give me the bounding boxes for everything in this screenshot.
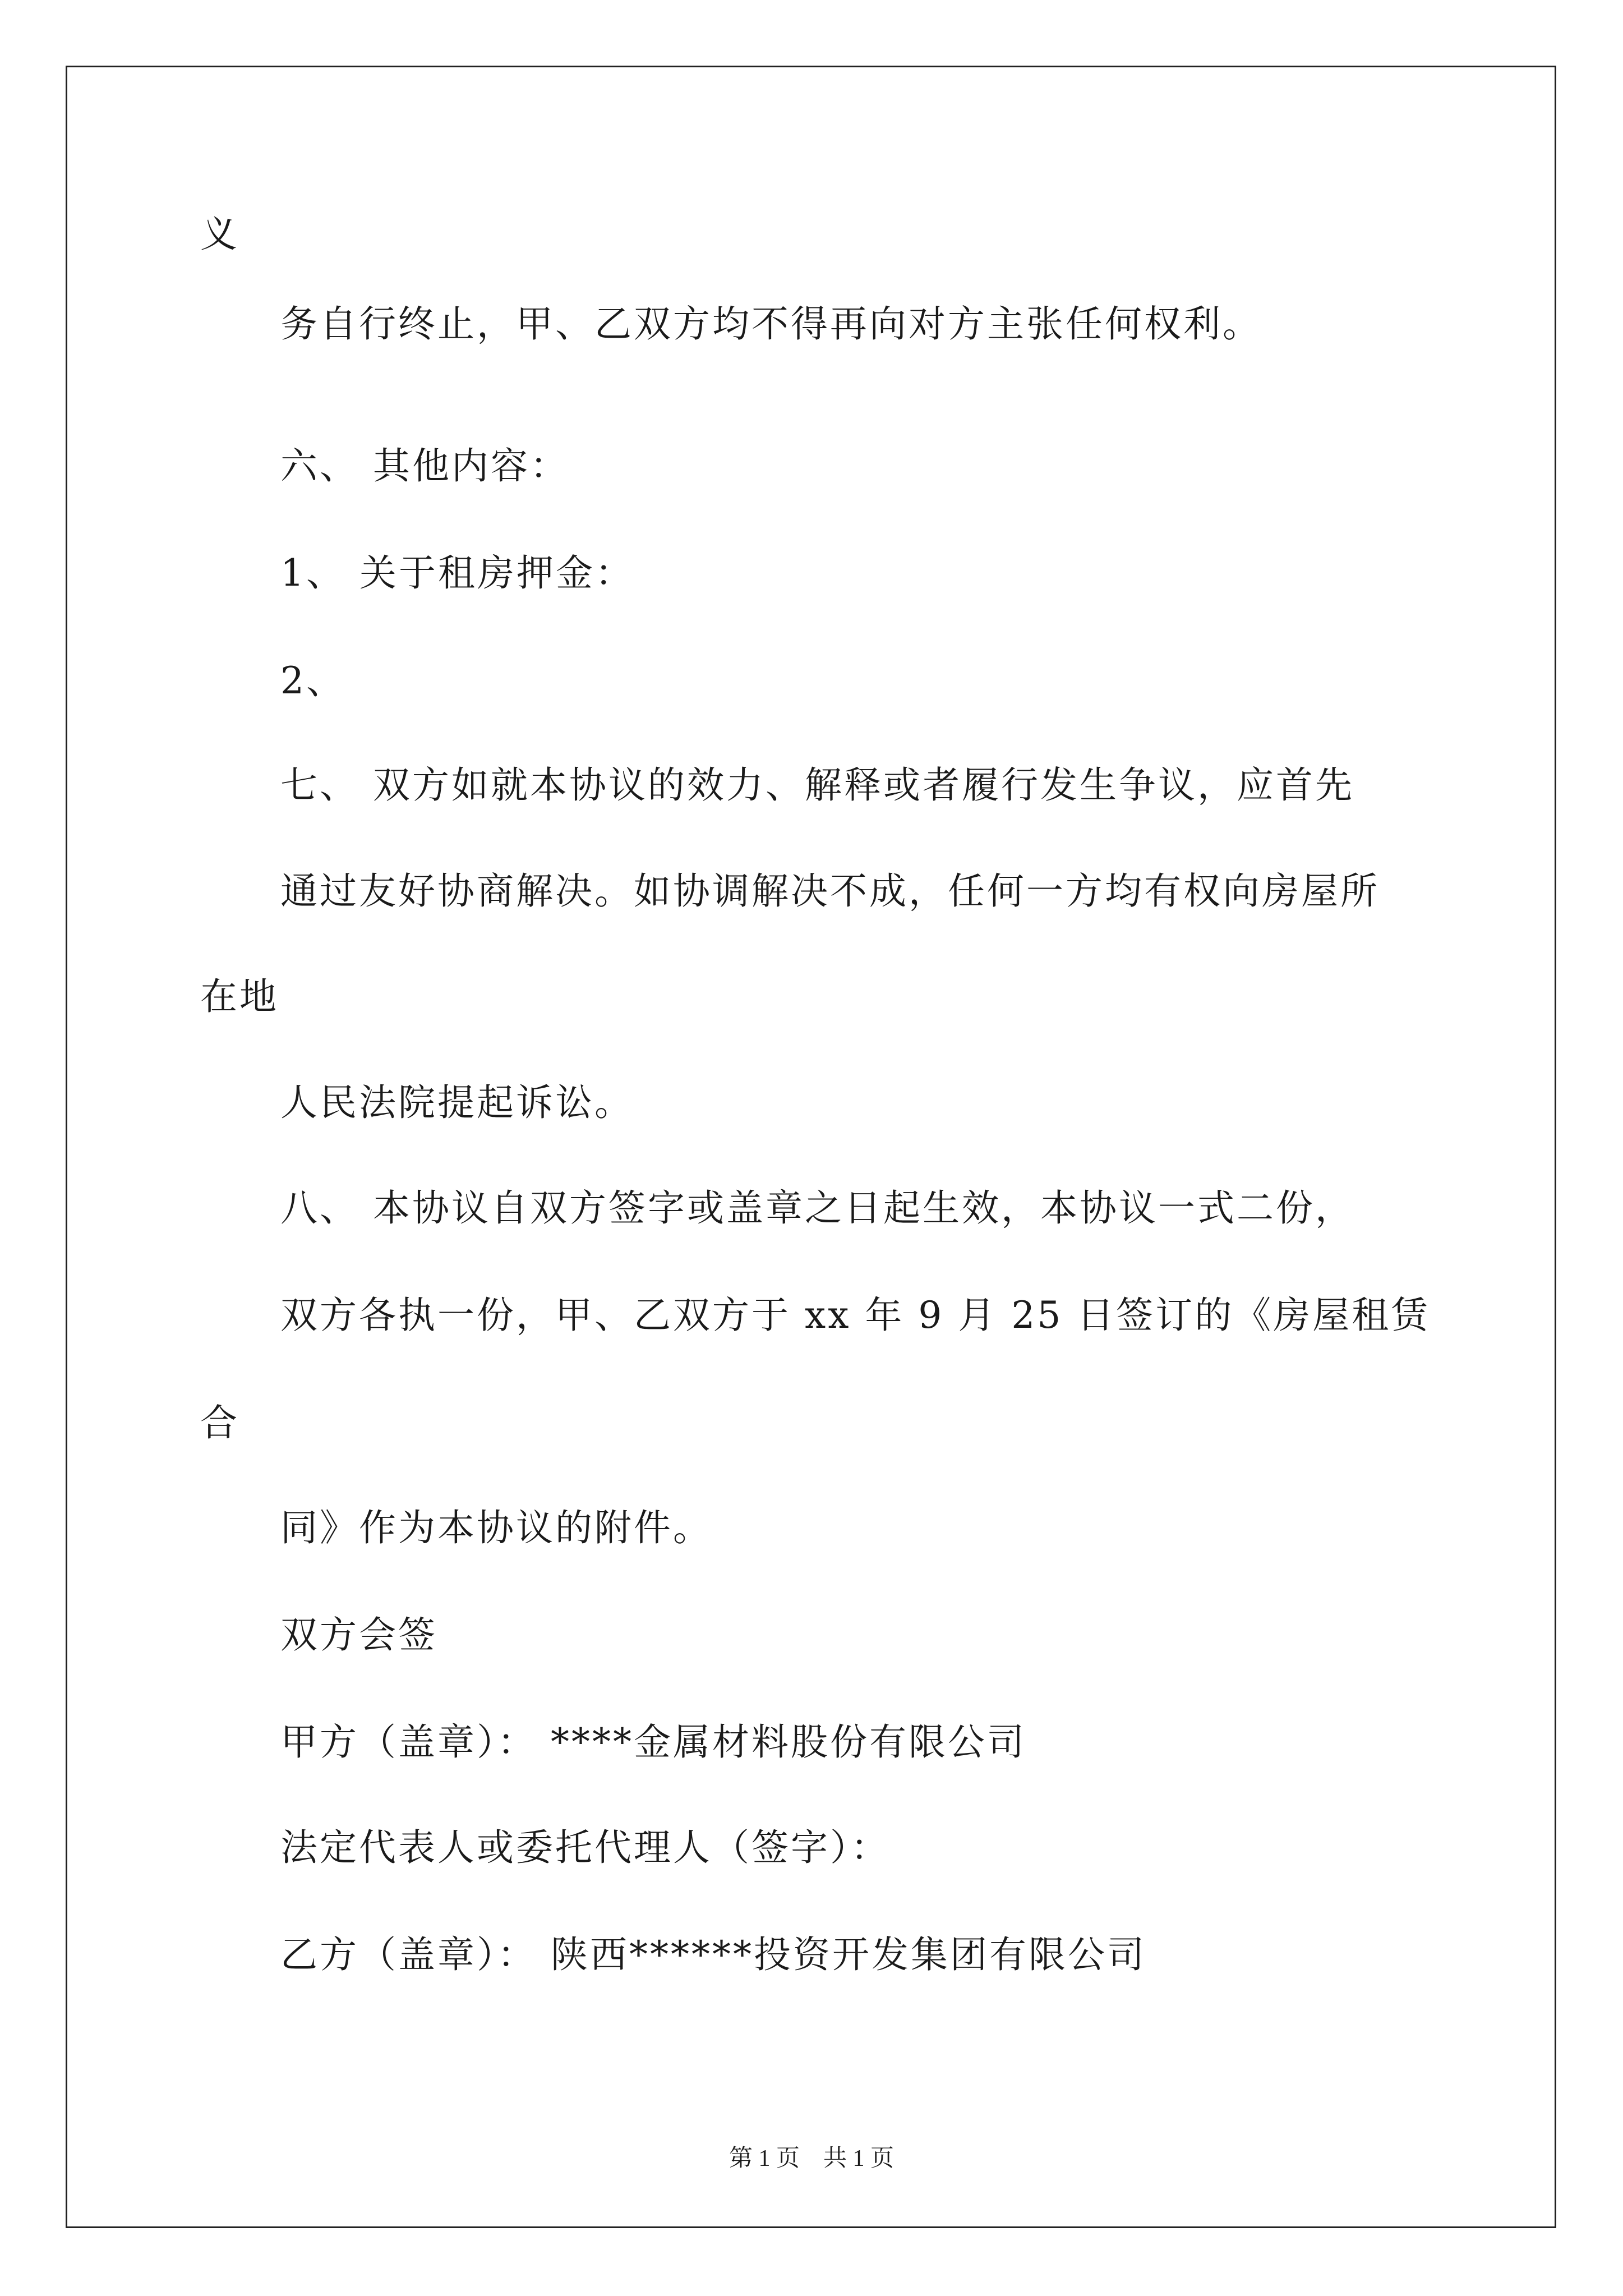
party-a-line: 甲方（盖章）： ****金属材料股份有限公司	[280, 1720, 1026, 1764]
text-line: 在地	[200, 975, 279, 1018]
representative-line: 法定代表人或委托代理人（签字）：	[280, 1826, 890, 1869]
page-border	[66, 66, 1556, 2228]
text-line: 双方各执一份，甲、乙双方于 xx 年 9 月 25 日签订的《房屋租赁	[280, 1294, 1431, 1337]
list-item: 1、 关于租房押金：	[280, 551, 634, 595]
text-line: 通过友好协商解决。如协调解决不成，任何一方均有权向房屋所	[280, 869, 1380, 913]
text-line: 人民法院提起诉讼。	[280, 1081, 634, 1124]
text-line: 义	[200, 213, 239, 256]
section-heading: 八、 本协议自双方签字或盖章之日起生效，本协议一式二份，	[280, 1186, 1354, 1230]
list-item: 2、	[280, 659, 345, 702]
section-heading: 六、 其他内容：	[280, 444, 569, 487]
signature-heading: 双方会签	[280, 1613, 437, 1657]
section-heading: 七、 双方如就本协议的效力、解释或者履行发生争议，应首先	[280, 763, 1354, 807]
text-line: 合	[200, 1401, 239, 1444]
page-footer: 第 1 页 共 1 页	[728, 2146, 894, 2171]
text-line: 务自行终止，甲、乙双方均不得再向对方主张任何权利。	[280, 302, 1262, 346]
party-b-line: 乙方（盖章）： 陕西******投资开发集团有限公司	[280, 1933, 1146, 1976]
text-line: 同》作为本协议的附件。	[280, 1506, 712, 1549]
